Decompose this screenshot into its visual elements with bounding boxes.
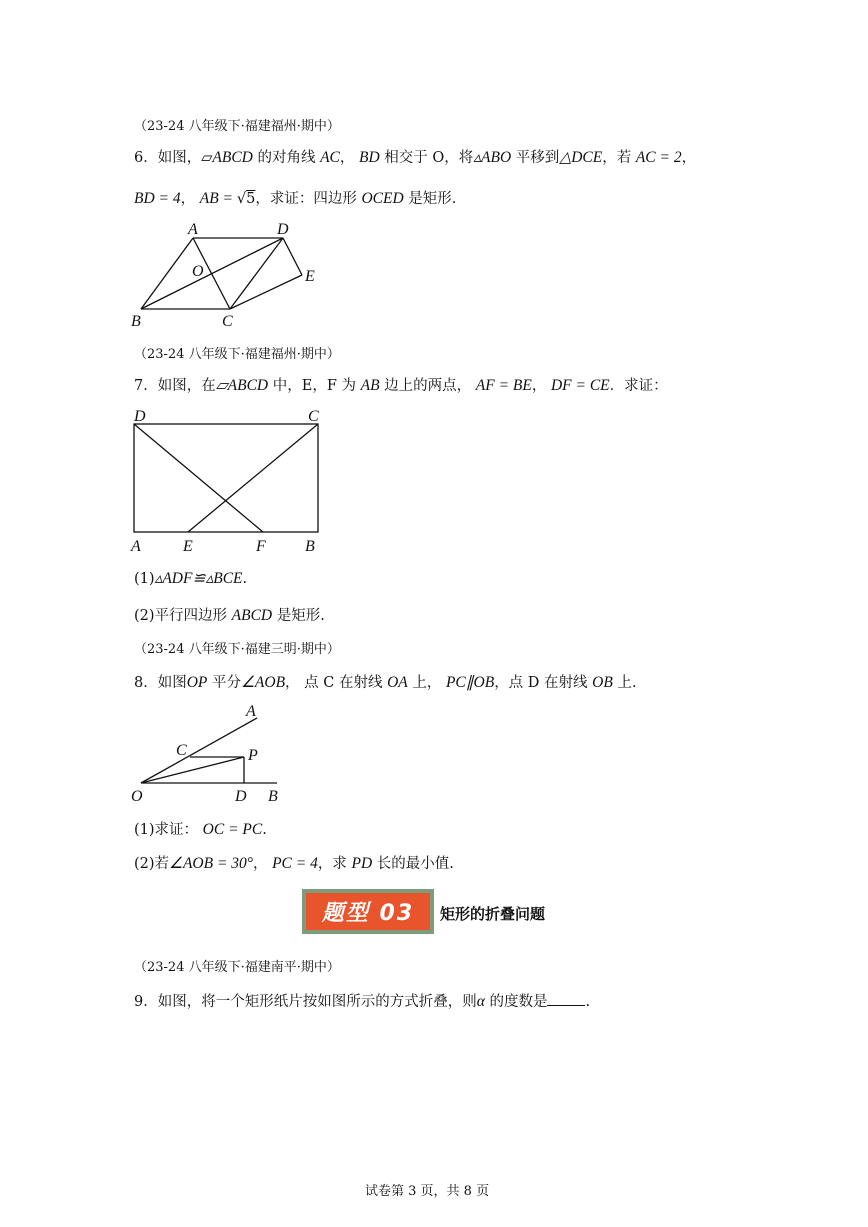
q7-part1: (1)▵ADF≌▵BCE. [134, 570, 248, 587]
q7-label-C: C [308, 408, 319, 425]
q8-part2: (2)若∠AOB = 30°， PC = 4，求 PD 长的最小值. [134, 855, 454, 872]
q8-source: （23-24 八年级下·福建三明·期中） [134, 642, 340, 657]
q6-text-line1: 6．如图，▱ABCD 的对角线 AC， BD 相交于 O，将▵ABO 平移到△DCE，若 AC = 2， [134, 149, 697, 166]
q6-text-line2: BD = 4， AB = √5，求证：四边形 OCED 是矩形. [134, 190, 457, 207]
q8-text-line1: 8．如图OP 平分∠AOB， 点 C 在射线 OA 上， PC∥OB，点 D 在射线 OB 上. [134, 674, 637, 691]
q7-label-A: A [131, 538, 141, 555]
q6-label-E: E [305, 268, 315, 285]
q8-label-B: B [268, 788, 278, 805]
q7-label-B: B [305, 538, 315, 555]
q9-source: （23-24 八年级下·福建南平·期中） [134, 960, 340, 975]
q8-label-D: D [235, 788, 247, 805]
q6-label-A: A [188, 221, 198, 238]
q7-label-D: D [134, 408, 146, 425]
q6-label-C: C [222, 313, 233, 330]
answer-blank[interactable] [547, 993, 585, 1006]
section-badge [302, 889, 434, 934]
q6-label-B: B [131, 313, 141, 330]
q6-source: （23-24 八年级下·福建福州·期中） [134, 119, 340, 134]
q7-label-E: E [183, 538, 193, 555]
q6-label-D: D [277, 221, 289, 238]
q8-label-P: P [248, 747, 258, 764]
q9-text-line1: 9．如图，将一个矩形纸片按如图所示的方式折叠，则α 的度数是 . [134, 993, 591, 1010]
q6-label-O: O [192, 263, 204, 280]
q7-part2: (2)平行四边形 ABCD 是矩形. [134, 607, 325, 624]
section-badge-text: 题型 03 [306, 893, 430, 930]
q8-label-C: C [176, 742, 187, 759]
page-footer: 试卷第 3 页，共 8 页 [365, 1184, 490, 1199]
q7-text-line1: 7．如图，在▱ABCD 中，E，F 为 AB 边上的两点， AF = BE， DF = CE．求证： [134, 377, 668, 394]
q7-source: （23-24 八年级下·福建福州·期中） [134, 347, 340, 362]
q8-label-A: A [246, 703, 256, 720]
section-title: 矩形的折叠问题 [440, 905, 546, 923]
q8-part1: (1)求证： OC = PC. [134, 821, 267, 838]
q8-label-O: O [131, 788, 143, 805]
q7-label-F: F [256, 538, 266, 555]
